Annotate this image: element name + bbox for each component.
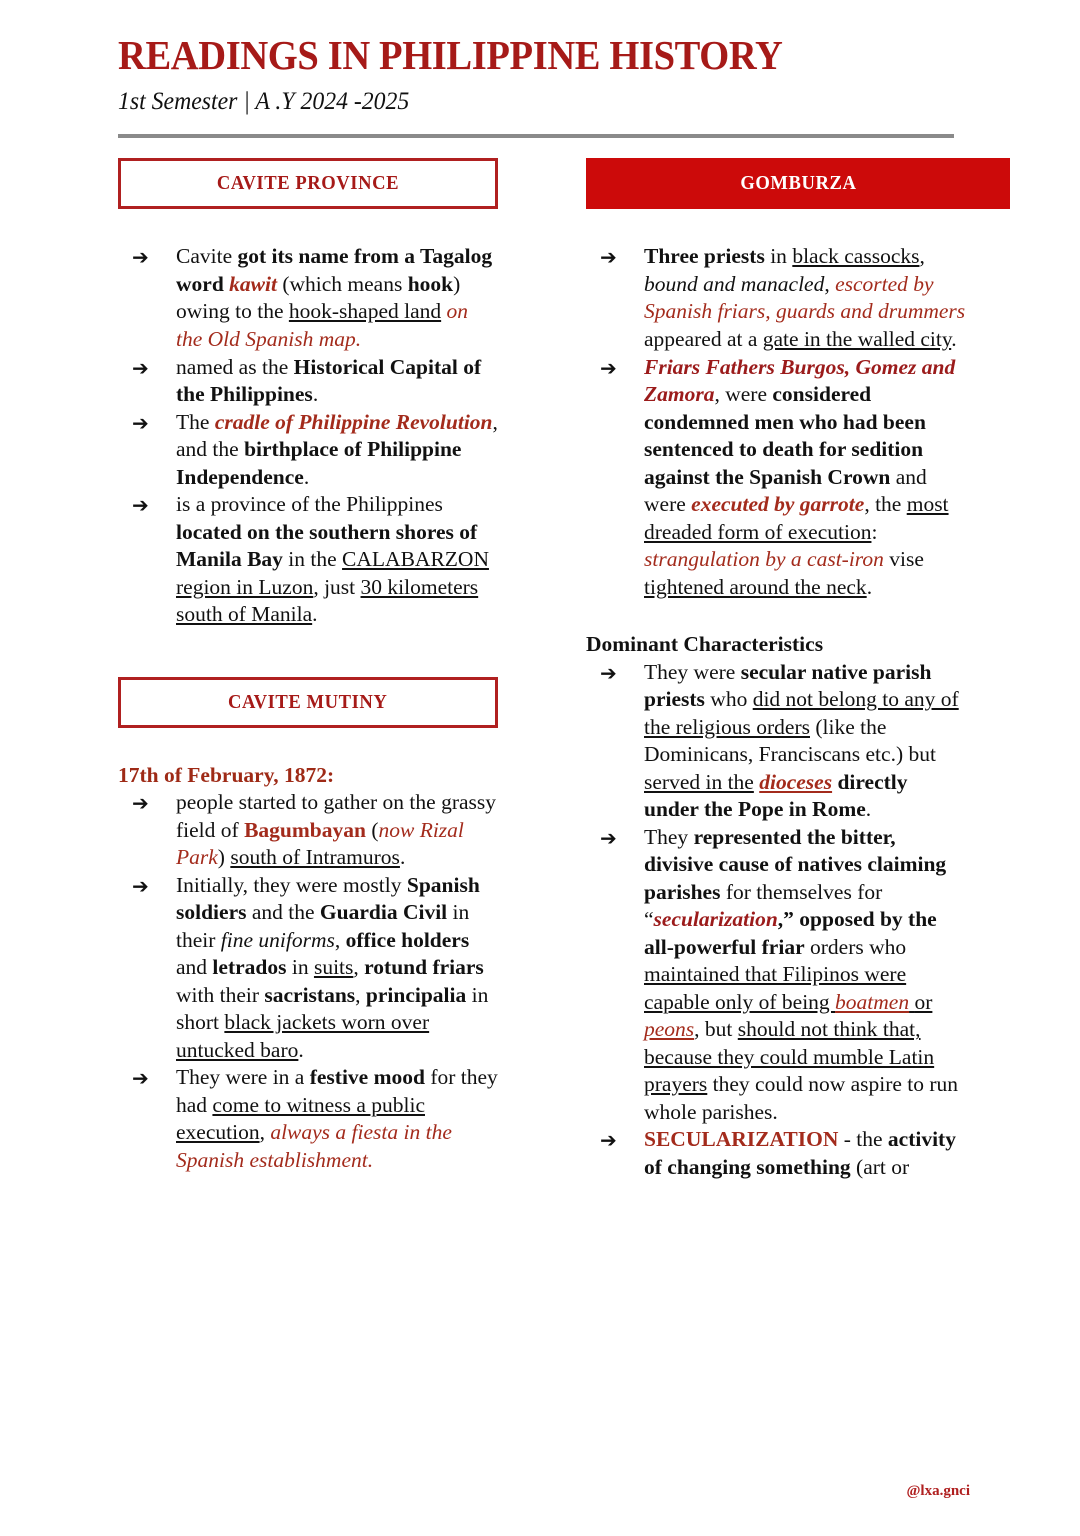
- text-run: now Rizal Park: [176, 817, 464, 870]
- text-run: , were: [714, 382, 773, 407]
- arrow-bullet-icon: ➔: [600, 355, 617, 380]
- text-run: represented the bitter, divisive cause of natives claiming parishes: [644, 824, 947, 904]
- text-run: festive mood: [309, 1065, 425, 1090]
- list-item: [118, 354, 498, 409]
- list-item-text: [176, 789, 498, 872]
- lead-in-label-dominant-characteristics: Dominant Characteristics: [586, 632, 824, 657]
- text-run: .: [399, 845, 406, 870]
- text-run: did not belong to any of the religious orders: [644, 687, 959, 739]
- left-column: [118, 158, 498, 1181]
- text-run: ,: [824, 271, 836, 296]
- list-item-text: [644, 243, 966, 353]
- arrow-bullet-icon: ➔: [600, 825, 617, 850]
- text-run: should not think that, because they could mumble Latin prayers: [644, 1017, 935, 1097]
- text-run: ,”: [777, 907, 800, 932]
- arrow-bullet-icon: ➔: [132, 493, 149, 518]
- list-item: [586, 659, 966, 824]
- text-run: .: [312, 602, 318, 627]
- header-body-spacer: [118, 732, 498, 762]
- text-run: .: [865, 797, 872, 822]
- section-spacer: [118, 629, 498, 677]
- text-run: office holders: [345, 927, 470, 952]
- section-header-label: CAVITE MUTINY: [228, 690, 388, 713]
- text-run: cradle of Philippine Revolution: [214, 409, 493, 434]
- text-run: (art or: [850, 1154, 910, 1179]
- right-column: [586, 158, 966, 1181]
- list-item-text: [644, 1126, 966, 1181]
- text-run: ,: [334, 927, 346, 952]
- text-run: hook: [407, 271, 454, 296]
- bullet-list-dominant-characteristics: [586, 659, 966, 1182]
- text-run: .: [303, 464, 310, 489]
- text-run: ,: [353, 955, 365, 980]
- text-run: - the: [838, 1127, 888, 1152]
- text-run: named as the: [176, 354, 294, 379]
- text-run: come to witness a public execution: [176, 1092, 425, 1145]
- text-run: They were: [644, 659, 741, 684]
- text-run: south of Intramuros: [230, 845, 400, 870]
- text-run: secular native parish priests: [644, 659, 932, 712]
- text-run: always a fiesta in the Spanish establishment.: [176, 1120, 452, 1172]
- text-run: fine uniforms: [220, 927, 335, 952]
- text-run: .: [951, 327, 957, 351]
- text-run: appeared at a: [644, 327, 763, 351]
- list-item-text: [176, 354, 498, 409]
- text-run: gate in the walled city: [762, 327, 952, 351]
- arrow-bullet-icon: ➔: [132, 245, 149, 270]
- bullet-list-gomburza: [586, 243, 966, 601]
- section-header-gomburza: [586, 158, 1010, 209]
- text-run: , just: [313, 574, 361, 599]
- text-run: tightened around the neck: [644, 574, 867, 599]
- text-run: Guardia Civil: [319, 900, 448, 925]
- text-run: served in the: [644, 769, 754, 794]
- text-run: ) owing to the: [176, 271, 461, 324]
- text-run: :: [871, 519, 878, 544]
- page-title: READINGS IN PHILIPPINE HISTORY: [118, 32, 783, 78]
- text-run: directly under the Pope in Rome: [644, 769, 908, 822]
- text-run: boatmen: [835, 989, 910, 1014]
- text-run: most dreaded form of execution: [644, 492, 949, 544]
- text-run: located on the southern shores of Manila Bay: [176, 519, 478, 572]
- list-item-text: [176, 409, 498, 492]
- text-run: who: [704, 687, 753, 712]
- text-run: .: [298, 1037, 304, 1062]
- list-item: [118, 872, 498, 1065]
- text-run: opposed by the all-powerful friar: [644, 907, 937, 959]
- text-run: .: [866, 574, 873, 599]
- text-run: hook-shaped land: [288, 299, 442, 324]
- text-run: (like the Dominicans, Franciscans etc.) but: [644, 714, 936, 767]
- text-run: maintained that Filipinos were capable only of being: [644, 962, 907, 1014]
- text-run: They: [644, 824, 694, 849]
- text-run: and: [176, 955, 213, 980]
- author-handle: @lxa.gnci: [906, 1483, 970, 1499]
- text-run: 30 kilometers south of Manila: [176, 574, 479, 627]
- text-run: vise: [883, 547, 924, 572]
- arrow-bullet-icon: ➔: [600, 1128, 617, 1153]
- text-run: (which means: [276, 271, 408, 296]
- text-run: Historical Capital of the Philippines: [176, 354, 482, 407]
- text-run: and the: [246, 900, 320, 925]
- text-run: Three priests: [644, 244, 765, 269]
- header-body-spacer: [586, 213, 966, 243]
- text-run: They were in a: [176, 1065, 310, 1090]
- list-item: [118, 243, 498, 353]
- section-header-label: CAVITE PROVINCE: [216, 172, 400, 195]
- list-item-text: [644, 354, 966, 602]
- text-run: orders who: [804, 934, 907, 959]
- list-item-text: [644, 824, 966, 1127]
- arrow-bullet-icon: ➔: [132, 1066, 149, 1091]
- text-run: ,: [919, 244, 925, 269]
- text-run: bound and manacled: [644, 271, 825, 296]
- text-run: peons: [644, 1017, 695, 1042]
- list-item: [586, 354, 966, 602]
- text-run: suits: [313, 955, 354, 980]
- text-run: principalia: [365, 982, 467, 1007]
- text-run: letrados: [212, 955, 287, 980]
- text-run: kawit: [229, 271, 277, 296]
- text-run: CALABARZON region in Luzon: [176, 547, 489, 599]
- list-item: [586, 1126, 966, 1181]
- lead-in-label-cavite-mutiny: 17th of February, 1872:: [118, 762, 335, 787]
- text-run: got its name from a Tagalog word: [176, 244, 493, 296]
- arrow-bullet-icon: ➔: [132, 410, 149, 435]
- page-subtitle: 1st Semester | A .Y 2024 -2025: [118, 88, 410, 116]
- text-run: ,: [355, 982, 366, 1007]
- text-run: ,: [259, 1120, 271, 1145]
- arrow-bullet-icon: ➔: [132, 355, 149, 380]
- text-run: Bagumbayan: [244, 817, 366, 842]
- list-item-text: [176, 1064, 498, 1174]
- text-run: (: [365, 817, 379, 842]
- text-run: executed by garrote: [691, 492, 865, 517]
- list-item: [586, 243, 966, 353]
- arrow-bullet-icon: ➔: [132, 791, 149, 816]
- text-run: considered condemned men who had been sentenced to death for sedition against the Spanish Crown: [644, 382, 926, 489]
- list-item: [118, 1064, 498, 1174]
- text-run: people started to gather on the grassy field of: [176, 790, 497, 842]
- list-item-text: [644, 659, 966, 824]
- text-run: in their: [176, 900, 470, 952]
- list-item-text: [176, 243, 498, 353]
- list-item: [586, 824, 966, 1127]
- text-run: SECULARIZATION: [644, 1127, 839, 1152]
- text-run: activity of changing something: [644, 1127, 956, 1179]
- text-run: for themselves for “: [644, 879, 883, 932]
- text-run: or: [914, 989, 933, 1014]
- text-run: , but: [694, 1017, 738, 1042]
- text-run: birthplace of Philippine Independence: [176, 437, 462, 489]
- header-divider: [118, 134, 954, 138]
- text-run: on the Old Spanish map.: [176, 299, 469, 351]
- text-run: for they had: [176, 1065, 498, 1117]
- text-run: black cassocks: [792, 244, 920, 269]
- section-spacer: [586, 601, 966, 631]
- text-run: dioceses: [759, 769, 833, 794]
- text-run: Friars Fathers Burgos, Gomez and Zamora: [644, 354, 956, 407]
- text-run: in: [764, 244, 793, 269]
- bullet-list-cavite-mutiny: [118, 789, 498, 1174]
- list-item: [118, 409, 498, 492]
- list-item-text: [176, 491, 498, 629]
- bullet-list-cavite-province: [118, 243, 498, 628]
- text-run: The: [176, 409, 215, 434]
- text-run: and were: [644, 464, 927, 517]
- text-run: Spanish soldiers: [176, 872, 480, 925]
- text-run: ): [217, 845, 231, 870]
- header-body-spacer: [118, 213, 498, 243]
- arrow-bullet-icon: ➔: [132, 873, 149, 898]
- text-run: , and the: [176, 409, 498, 462]
- text-run: in: [286, 955, 314, 980]
- text-run: Cavite: [176, 244, 238, 269]
- text-run: Initially, they were mostly: [176, 872, 407, 897]
- text-run: escorted by Spanish friars, guards and drummers: [644, 271, 966, 324]
- text-run: in short: [176, 982, 489, 1035]
- text-run: , the: [864, 492, 907, 517]
- list-item: [118, 789, 498, 872]
- text-run: is a province of the Philippines: [176, 492, 443, 517]
- text-run: rotund friars: [364, 955, 484, 980]
- section-header-label: GOMBURZA: [739, 172, 857, 195]
- text-run: .: [312, 382, 319, 407]
- two-column-layout: [118, 158, 966, 1181]
- text-run: with their: [176, 982, 265, 1007]
- arrow-bullet-icon: ➔: [600, 660, 617, 685]
- text-run: strangulation by a cast-iron: [644, 547, 884, 572]
- text-run: secularization: [653, 907, 778, 932]
- text-run: sacristans: [264, 982, 356, 1007]
- text-run: black jackets worn over untucked baro: [176, 1010, 430, 1062]
- arrow-bullet-icon: ➔: [600, 245, 617, 270]
- list-item-text: [176, 872, 498, 1065]
- section-header-cavite-province: [118, 158, 498, 209]
- text-run: in the: [282, 547, 343, 572]
- list-item: [118, 491, 498, 629]
- text-run: they could now aspire to run whole parishes.: [644, 1072, 959, 1124]
- section-header-cavite-mutiny: [118, 677, 498, 728]
